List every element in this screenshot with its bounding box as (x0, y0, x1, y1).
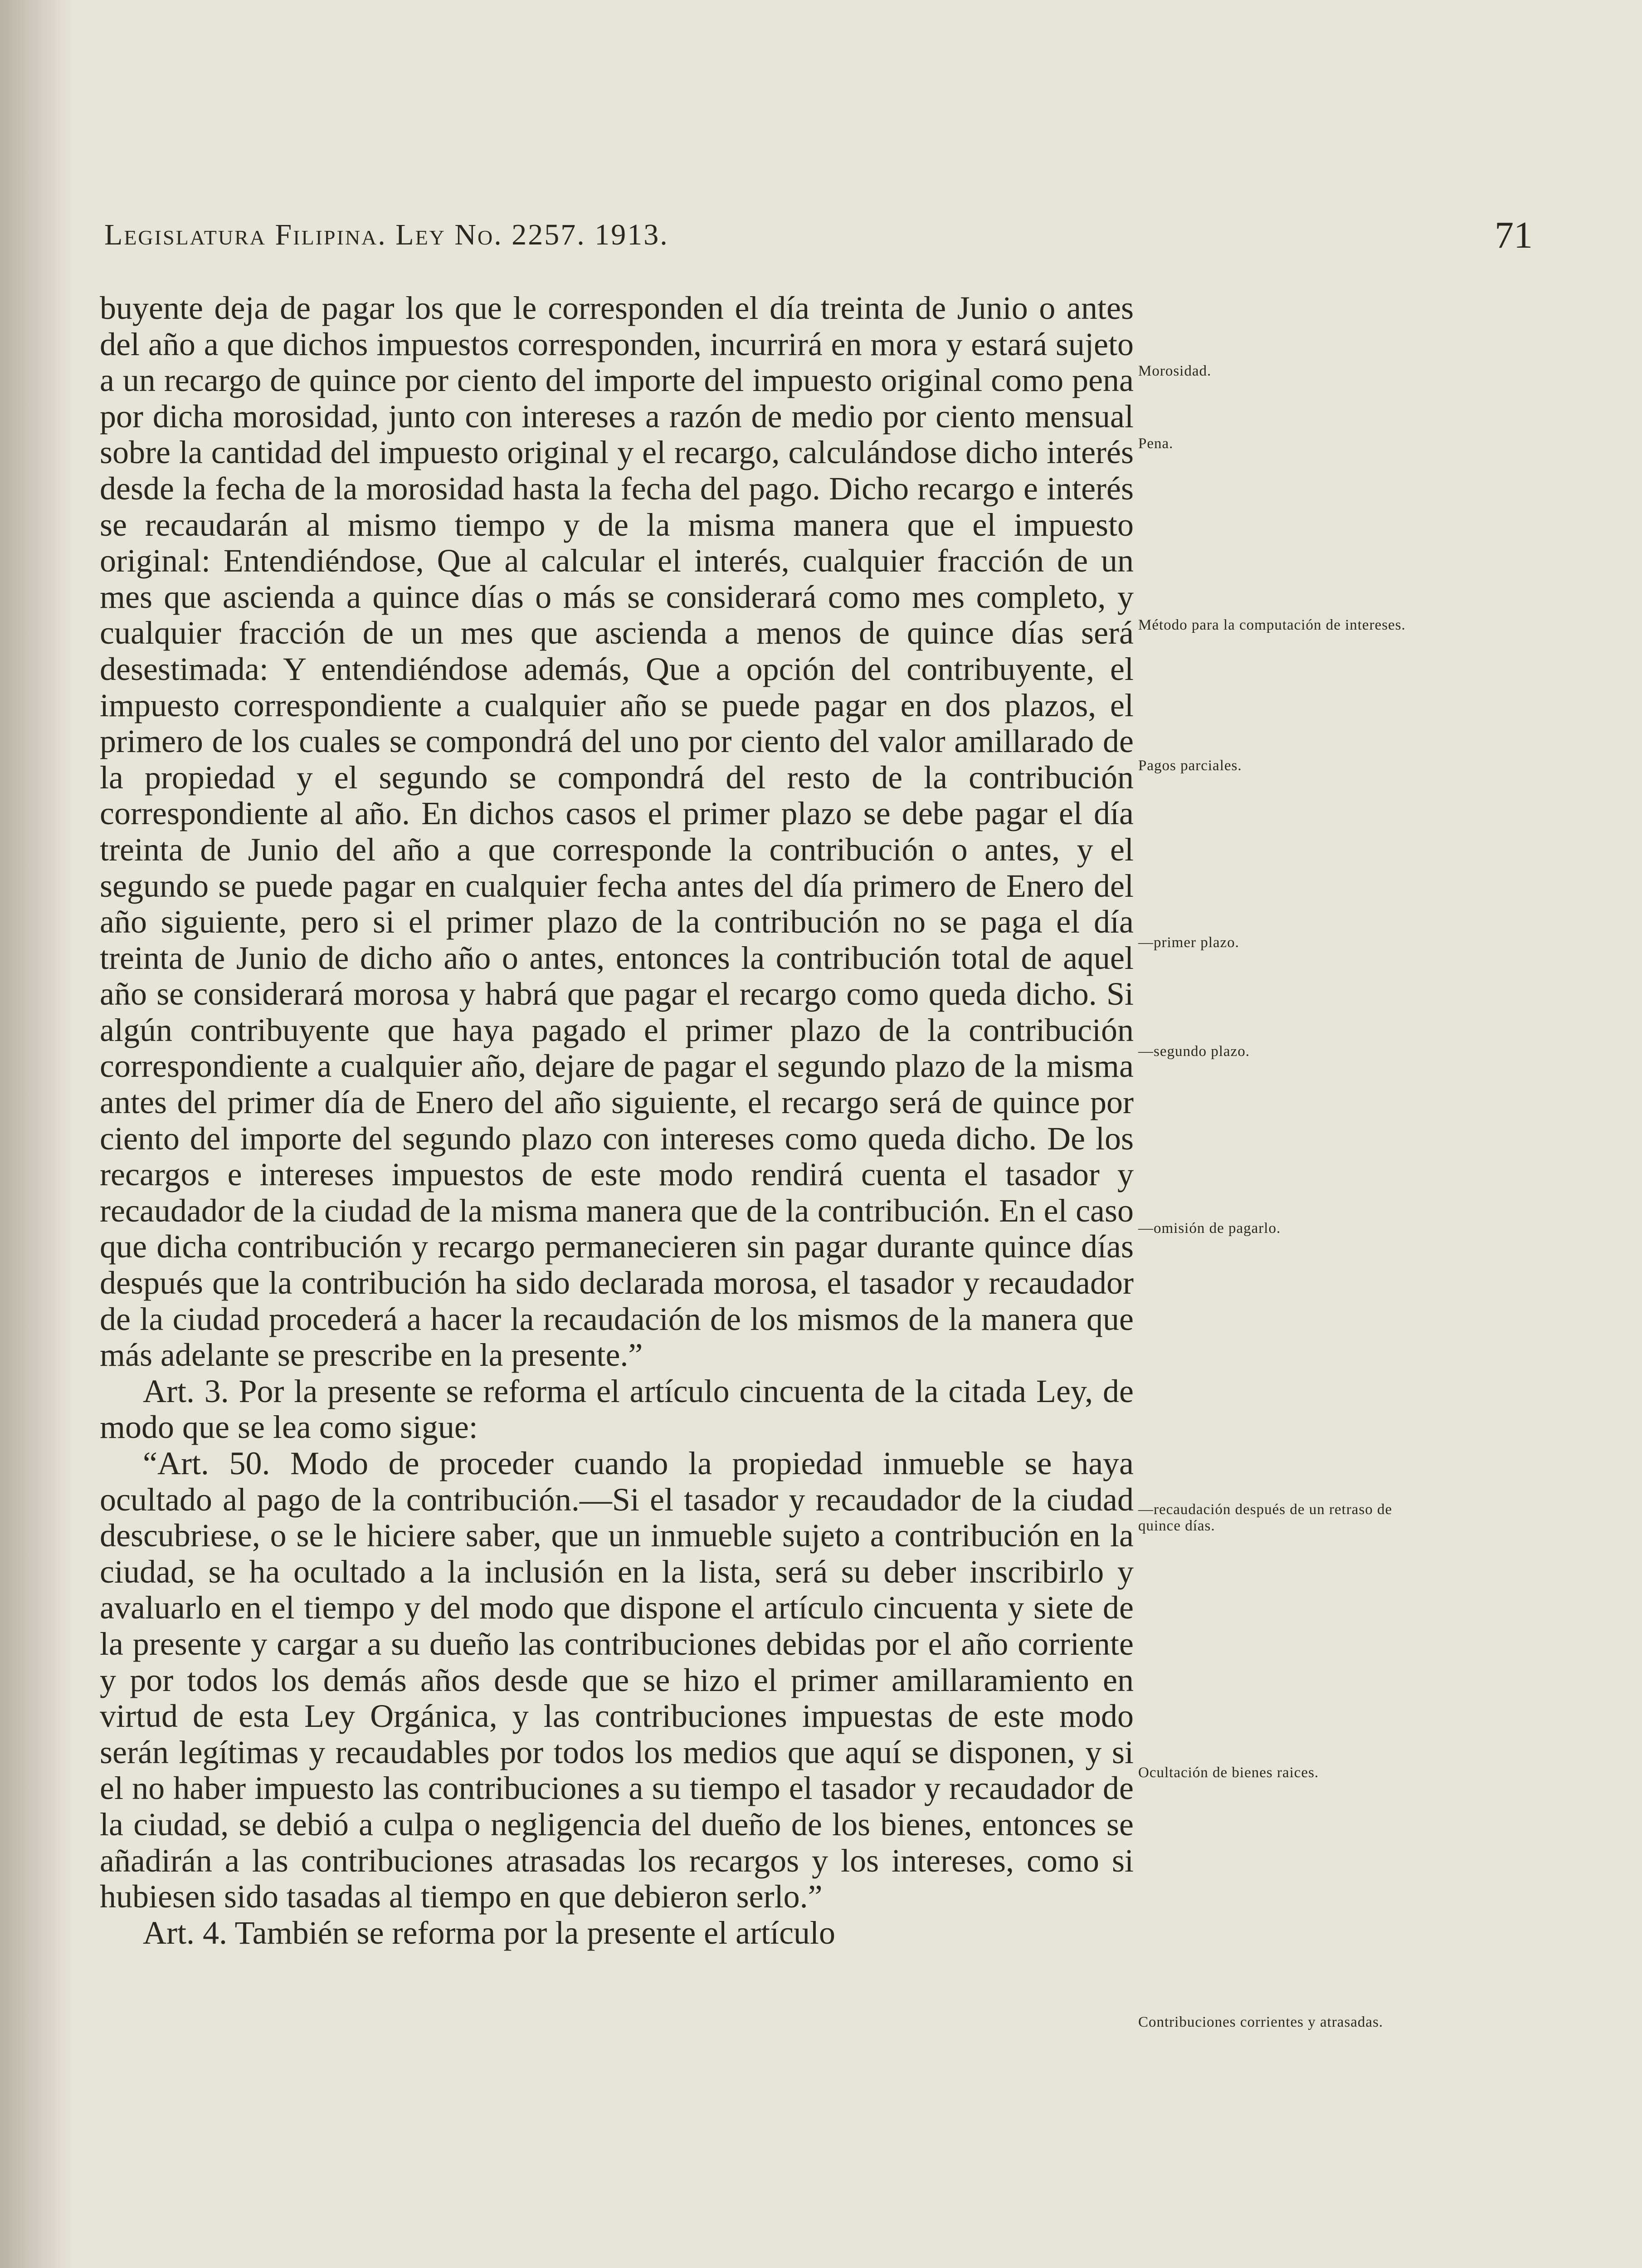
page-edge-shadow (0, 0, 73, 2268)
margin-note-pena: Pena. (1138, 435, 1174, 452)
margin-note-recaudacion: —recaudación después de un retraso de quince días. (1138, 1501, 1393, 1534)
page-header (104, 213, 1533, 281)
paragraph-art-50: “Art. 50. Modo de proceder cuando la propiedad inmueble se haya ocultado al pago de la contribución.—Si el tasador y recaudador de la ciudad descubriese, o se le hiciere saber, que un inmueble sujeto a contribución en la ciudad, se ha ocultado a la inclusión en la lista, será su deber inscribirlo y avaluarlo en el tiempo y del modo que dispone el artículo cincuenta y siete de la presente y cargar a su dueño las contribuciones debidas por el año corriente y por todos los demás años desde que se hizo el primer amillaramiento en virtud de esta Ley Orgánica, y las contribuciones impuestas de este modo serán legítimas y recaudables por todos los medios que aquí se disponen, y si el no haber impuesto las contribuciones a su tiempo el tasador y recaudador de la ciudad, se debió a culpa o negligencia del dueño de los bienes, entonces se añadirán a las contribuciones atrasadas los recargos y los intereses, como si hubiesen sido tasadas al tiempo en que debieron serlo.” (100, 1445, 1134, 1915)
margin-note-contribuciones: Contribuciones corrientes y atrasadas. (1138, 2014, 1384, 2030)
margin-note-pagos-parciales: Pagos parciales. (1138, 758, 1242, 774)
margin-note-ocultacion: Ocultación de bienes raices. (1138, 1765, 1319, 1781)
margin-note-metodo-intereses: Método para la computación de intereses. (1138, 617, 1406, 633)
page-number: 71 (1495, 214, 1533, 256)
margin-note-primer-plazo: —primer plazo. (1138, 934, 1239, 951)
running-head: Legislatura Filipina. Ley No. 2257. 1913. (104, 218, 669, 251)
margin-note-segundo-plazo: —segundo plazo. (1138, 1043, 1250, 1060)
margin-note-omision: —omisión de pagarlo. (1138, 1220, 1281, 1237)
paragraph-art-2-continuation: buyente deja de pagar los que le corresponden el día treinta de Junio o antes del año a que dichos impuestos corresponden, incurrirá en mora y estará sujeto a un recargo de quince por ciento del importe del impuesto original como pena por dicha morosidad, junto con intereses a razón de medio por ciento mensual sobre la cantidad del impuesto original y el recargo, calculándose dicho interés desde la fecha de la morosidad hasta la fecha del pago. Dicho recargo e interés se recaudarán al mismo tiempo y de la misma manera que el impuesto original: Entendiéndose, Que al calcular el interés, cualquier fracción de un mes que ascienda a quince días o más se considerará como mes completo, y cualquier fracción de un mes que ascienda a menos de quince días será desestimada: Y entendiéndose además, Que a opción del contribuyente, el impuesto correspondiente a cualquier año se puede pagar en dos plazos, el primero de los cuales se compondrá del uno por ciento del valor amillarado de la propiedad y el segundo se compondrá del resto de la contribución correspondiente al año. En dichos casos el primer plazo se debe pagar el día treinta de Junio del año a que corresponde la contribución o antes, y el segundo se puede pagar en cualquier fecha antes del día primero de Enero del año siguiente, pero si el primer plazo de la contribución no se paga el día treinta de Junio de dicho año o antes, entonces la contribución total de aquel año se considerará morosa y habrá que pagar el recargo como queda dicho. Si algún contribuyente que haya pagado el primer plazo de la contribución correspondiente a cualquier año, dejare de pagar el segundo plazo de la misma antes del primer día de Enero del año siguiente, el recargo será de quince por ciento del importe del segundo plazo con intereses como queda dicho. De los recargos e intereses impuestos de este modo rendirá cuenta el tasador y recaudador de la ciudad de la misma manera que de la contribución. En el caso que dicha contribución y recargo permanecieren sin pagar durante quince días después que la contribución ha sido declarada morosa, el tasador y recaudador de la ciudad procederá a hacer la recaudación de los mismos de la manera que más adelante se prescribe en la presente.” (100, 290, 1134, 1374)
paragraph-art-4: Art. 4. También se reforma por la presente el artículo (143, 1914, 836, 1951)
paragraph-art-3: Art. 3. Por la presente se reforma el artículo cincuenta de la citada Ley, de modo que se lea como sigue: (100, 1373, 1134, 1446)
margin-note-morosidad: Morosidad. (1138, 363, 1212, 379)
body-text (100, 290, 1134, 1951)
